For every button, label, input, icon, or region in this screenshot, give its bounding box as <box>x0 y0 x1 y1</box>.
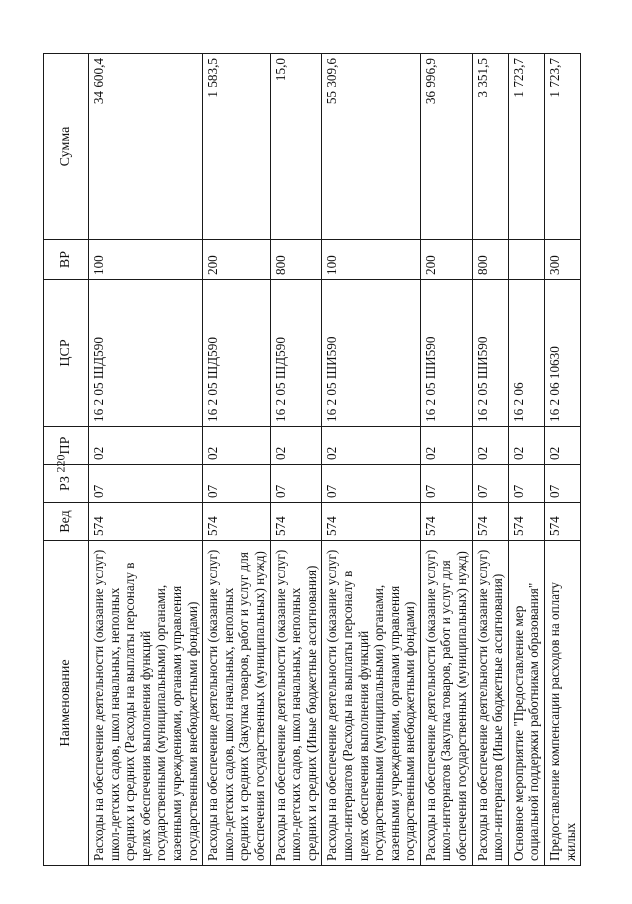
cell-rz: 07 <box>420 465 472 503</box>
cell-vr: 800 <box>270 240 322 280</box>
cell-ved: 574 <box>322 503 421 541</box>
header-name: Наименование <box>44 541 89 866</box>
header-sum: Сумма <box>44 54 89 240</box>
cell-csr: 16 2 05 ШИ590 <box>420 280 472 427</box>
cell-ved: 574 <box>89 503 203 541</box>
rotated-page-content <box>43 54 589 866</box>
cell-pr: 02 <box>545 427 581 465</box>
table-row <box>545 54 581 866</box>
cell-csr: 16 2 05 ШД590 <box>89 280 203 427</box>
cell-vr: 200 <box>420 240 472 280</box>
cell-sum: 55 309,6 <box>322 54 421 240</box>
cell-name: Расходы на обеспечение деятельности (оказание услуг) школ-интернатов (Расходы на выплаты персоналу в целях обеспечения выполнения функций государственными (муниципальными) органами, казенными учреждениями, органами управления государственными внебюджетными фондами) <box>322 541 421 866</box>
table-row <box>270 54 322 866</box>
cell-vr: 100 <box>322 240 421 280</box>
cell-rz: 07 <box>89 465 203 503</box>
cell-name: Предоставление компенсации расходов на оплату жилых <box>545 541 581 866</box>
cell-rz: 07 <box>508 465 544 503</box>
cell-ved: 574 <box>472 503 508 541</box>
cell-name: Расходы на обеспечение деятельности (оказание услуг) школ-детских садов, школ начальных, неполных средних и средних (Расходы на выплаты персоналу в целях обеспечения выполнения функций государственными (муниципальными) органами, казенными учреждениями, органами управления государственными внебюджетными фондами) <box>89 541 203 866</box>
cell-ved: 574 <box>270 503 322 541</box>
cell-name: Основное мероприятие "Предоставление мер социальной поддержки работникам образования" <box>508 541 544 866</box>
cell-pr: 02 <box>322 427 421 465</box>
table-row <box>508 54 544 866</box>
cell-rz: 07 <box>203 465 270 503</box>
cell-csr: 16 2 05 ШД590 <box>203 280 270 427</box>
cell-pr: 02 <box>203 427 270 465</box>
table-row <box>89 54 203 866</box>
cell-ved: 574 <box>508 503 544 541</box>
cell-ved: 574 <box>545 503 581 541</box>
cell-ved: 574 <box>203 503 270 541</box>
cell-csr: 16 2 05 ШИ590 <box>472 280 508 427</box>
header-csr: ЦСР <box>44 280 89 427</box>
table-row <box>472 54 508 866</box>
cell-pr: 02 <box>270 427 322 465</box>
cell-name: Расходы на обеспечение деятельности (оказание услуг) школ-интернатов (Закупка товаров, работ и услуг для обеспечения государственных (муниципальных) нужд) <box>420 541 472 866</box>
cell-csr: 16 2 06 10630 <box>545 280 581 427</box>
cell-ved: 574 <box>420 503 472 541</box>
cell-csr: 16 2 05 ШД590 <box>270 280 322 427</box>
cell-name: Расходы на обеспечение деятельности (оказание услуг) школ-детских садов, школ начальных, неполных средних и средних (Иные бюджетные ассигнования) <box>270 541 322 866</box>
cell-rz: 07 <box>545 465 581 503</box>
cell-sum: 3 351,5 <box>472 54 508 240</box>
cell-pr: 02 <box>89 427 203 465</box>
budget-table <box>43 53 581 866</box>
cell-vr: 100 <box>89 240 203 280</box>
table-row <box>203 54 270 866</box>
cell-sum: 15,0 <box>270 54 322 240</box>
cell-name: Расходы на обеспечение деятельности (оказание услуг) школ-интернатов (Иные бюджетные ассигнования) <box>472 541 508 866</box>
cell-csr: 16 2 05 ШИ590 <box>322 280 421 427</box>
table-row <box>322 54 421 866</box>
cell-pr: 02 <box>472 427 508 465</box>
table-row <box>420 54 472 866</box>
header-ved: Вед <box>44 503 89 541</box>
header-pr: ПР <box>44 427 89 465</box>
header-rz: РЗ <box>44 465 89 503</box>
cell-sum: 34 600,4 <box>89 54 203 240</box>
cell-rz: 07 <box>472 465 508 503</box>
cell-sum: 36 996,9 <box>420 54 472 240</box>
cell-vr <box>508 240 544 280</box>
table-header-row <box>44 54 89 866</box>
page-number: 220 <box>53 454 68 473</box>
cell-sum: 1 583,5 <box>203 54 270 240</box>
cell-rz: 07 <box>322 465 421 503</box>
cell-pr: 02 <box>508 427 544 465</box>
cell-csr: 16 2 06 <box>508 280 544 427</box>
header-vr: ВР <box>44 240 89 280</box>
cell-rz: 07 <box>270 465 322 503</box>
cell-vr: 800 <box>472 240 508 280</box>
cell-sum: 1 723,7 <box>545 54 581 240</box>
cell-sum: 1 723,7 <box>508 54 544 240</box>
cell-pr: 02 <box>420 427 472 465</box>
cell-vr: 200 <box>203 240 270 280</box>
cell-vr: 300 <box>545 240 581 280</box>
cell-name: Расходы на обеспечение деятельности (оказание услуг) школ-детских садов, школ начальных, неполных средних и средних (Закупка товаров, работ и услуг для обеспечения государственных (муниципальных) нужд) <box>203 541 270 866</box>
